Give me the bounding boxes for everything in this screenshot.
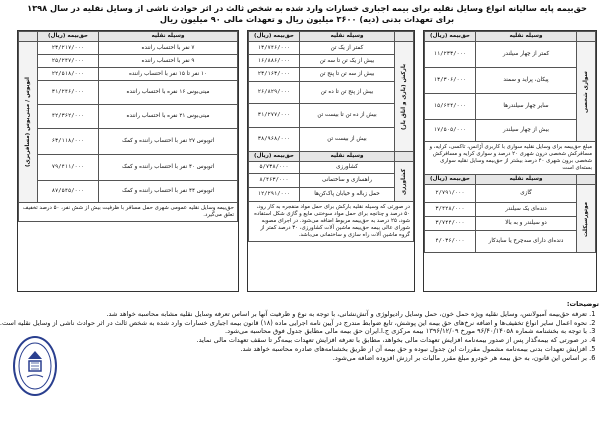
table-row-premium: ۳/۴۲۸/۰۰۰ [425,203,476,217]
col-header-vehicle: وسیله نقلیه [99,32,238,42]
table-row-vehicle: بیش از پنج تن تا ده تن [300,82,395,104]
table-row-vehicle: گازی [476,185,577,203]
table-row-premium: ۱۵/۶۴۴/۰۰۰ [425,94,476,120]
table-row-vehicle: بیش از ده تن تا بیست تن [300,104,395,128]
group-label-trucks: بارکش (باری و اتاق بار) [395,42,414,152]
group-label-motorcycle: موتورسیکلت [577,185,596,253]
table-private-cars [423,30,597,292]
table-row-premium: ۵/۷۳۸/۰۰۰ [249,162,300,174]
table-row-vehicle: بیش از بیست تن [300,128,395,152]
table-row-vehicle: کمتر از چهار سیلندر [476,42,577,68]
table-row-premium: ۲۳/۱۶۳/۰۰۰ [249,68,300,82]
table-trucks [247,30,415,292]
private-car-note: مبلغ حق‌بیمه برای وسایل نقلیه سواری با کاربری آژانس، تاکسی، کرایه، و مسافرکش شخصی درون شهری ۲۰ درصد و سواری کرایه و مسافرکش شخصی برون شهری ۴۰ درصد بیشتر از حق‌بیمه وسایل نقلیه سواری بسته‌ای است [425,142,596,175]
table-row-vehicle: راهسازی و ساختمانی [300,174,395,188]
table-row-vehicle: کشاورزی [300,162,395,174]
table-row-premium: ۸۷/۵۴۵/۰۰۰ [38,181,99,203]
table-row-vehicle: اتوبوس ۴۰ نفر با احتساب راننده و کمک [99,155,238,181]
table-row-vehicle: مینی‌بوس ۲۱ نفره با احتساب راننده [99,105,238,129]
table-row-premium: ۱۳/۳۰۶/۰۰۰ [425,68,476,94]
trucks-note: در صورتی که وسیله نقلیه بارکش برای حمل مواد منفجره به کار رود، ۵۰ درصد و چنانچه برای حمل مواد سوختنی مایع و گازی شکل استفاده شود، ۲۵ درصد به حق‌بیمه مربوط اضافه می‌شود. در اجرای مصوبه شورای عالی بیمه حق‌بیمه ماشین آلات کشاورزی، ۳۰ درصد کمتر از گروه ماشین آلات راه سازی و ساختمانی می‌باشد. [249,202,414,242]
table-row-premium: ۱۷/۵۰۵/۰۰۰ [425,120,476,142]
table-row-premium: ۸/۴۶۳/۰۰۰ [249,174,300,188]
notes-list [0,309,599,363]
document-title [17,3,597,25]
table-row-premium: ۳/۷۴۴/۰۰۰ [425,217,476,231]
table-row-premium: ۶۳/۱۱۸/۰۰۰ [38,129,99,155]
group-label-buses: اتوبوس / مینی‌بوس (مسافربری) [19,42,38,203]
title-line-2: برای تعهدات بدنی (دیه) ۳۶۰۰ میلیون ریال و تعهدات مالی ۹۰ میلیون ریال [159,14,455,24]
table-row-premium: ۴۲/۳۶۲/۰۰۰ [38,105,99,129]
col-header-premium: حق‌بیمه (ریال) [249,32,300,42]
col-header-vehicle: وسیله نقلیه [300,152,395,162]
table-row-premium: ۲۲/۵۱۸/۰۰۰ [38,68,99,81]
group-label-agricultural: کشاورزی [395,162,414,202]
table-row-premium: ۲/۷۹۱/۰۰۰ [425,185,476,203]
table-row-vehicle: اتوبوس ۴۴ نفر با احتساب راننده و کمک [99,181,238,203]
table-row-vehicle: پیکان، پراید و سمند [476,68,577,94]
table-row-vehicle: دو سیلندر و به بالا [476,217,577,231]
table-row-premium: ۲۳/۲۱۷/۰۰۰ [38,42,99,55]
table-row-vehicle: کمتر از یک تن [300,42,395,55]
note-item: 6. بر اساس این قانون، به حق بیمه هر خودرو مبلغ مقرر مالیات بر ارزش افزوده اضافه می‌شود. [69,354,587,363]
table-row-premium: ۱۳/۷۴۶/۰۰۰ [249,42,300,55]
note-item: 1. تعرفه حق‌بیمه آمبولانس، وسایل نقلیه ویژه حمل خون، حمل وسایل رادیولوژی و آتش‌نشانی، با توجه به نوع و ظرفیت آنها بر اساس تعرفه وسایل نقلیه مشابه محاسبه خواهد شد. [69,310,587,319]
table-row-premium: ۴/۰۳۶/۰۰۰ [425,231,476,253]
col-header-vehicle: وسیله نقلیه [476,32,577,42]
table-buses [17,30,239,292]
table-row-premium: ۱۲/۲۹۱/۰۰۰ [249,188,300,202]
table-row-premium: ۲۶/۸۲۹/۰۰۰ [249,82,300,104]
table-row-premium: ۷۹/۴۱۱/۰۰۰ [38,155,99,181]
group-label-private-car: سواری شخصی [577,42,596,142]
table-row-premium: ۱۱/۲۳۳/۰۰۰ [425,42,476,68]
title-line-1: حق‌بیمه پایه سالیانه انواع وسایل نقلیه برای بیمه اجباری خسارات وارد شده به شخص ثالث در اثر حوادث ناشی از وسایل نقلیه در سال ۱۳۹۸ [27,3,587,13]
table-row-vehicle: ۱۰ نفر تا ۱۵ نفر با احتساب راننده [99,68,238,81]
table-row-vehicle: اتوبوس ۲۷ نفر با احتساب راننده و کمک [99,129,238,155]
col-header-vehicle: وسیله نقلیه [476,175,577,185]
note-item: 3. با توجه به بخشنامه شماره ۹۶/۴۰/۱۴۰۵۸ مورخ ۱۳۹۶/۱۲/۰۹ بیمه مرکزی ج.ا.ایران حق بیمه مالی مطابق جدول فوق محاسبه می‌شود. [69,327,587,336]
col-header-premium: حق‌بیمه (ریال) [249,152,300,162]
table-row-premium: ۱۶/۸۸۶/۰۰۰ [249,55,300,68]
table-row-vehicle: دنده‌ای یک سیلندر [476,203,577,217]
buses-note: حق‌بیمه وسایل نقلیه عمومی شهری حمل مسافر با ظرفیت بیش از شش نفر، ۵۰ درصد تخفیف تعلق می‌گیرد. [19,203,238,222]
table-row-premium: ۳۸/۹۶۸/۰۰۰ [249,128,300,152]
central-insurance-seal [13,336,57,396]
notes-heading: توضیحات: [566,300,599,308]
table-row-vehicle: سایر چهار سیلندرها [476,94,577,120]
notes-section [0,300,599,363]
note-item: 2. نحوه اعمال سایر انواع تخفیف‌ها و اضافه نرخ‌های حق بیمه این پوشش، تابع ضوابط مندرج در آیین نامه اجرایی ماده (۱۸) قانون بیمه اجباری خسارات وارد شده به شخص ثالث در اثر حوادث ناشی از وسایل نقلیه است. [69,319,587,328]
table-row-vehicle: ۷ نفر با احتساب راننده [99,42,238,55]
table-row-vehicle: دنده‌ای دارای سه‌چرخ یا سایدکار [476,231,577,253]
seal-emblem-icon [17,341,53,391]
table-row-premium: ۳۱/۲۴۶/۰۰۰ [38,81,99,105]
table-row-premium: ۳۱/۲۷۷/۰۰۰ [249,104,300,128]
col-header-premium: حق‌بیمه (ریال) [425,175,476,185]
note-item: 4. در صورتی که بیمه‌گذار پس از صدور بیمه‌نامه افزایش تعهدات مالی بخواهد، مطابق با تعرفه افزایش تعهدات بیمه‌گر تا سقف تعهدات مالی نماید. [69,336,587,345]
table-row-vehicle: بیش از سه تن تا پنج تن [300,68,395,82]
col-header-premium: حق‌بیمه (ریال) [38,32,99,42]
table-row-vehicle: مینی‌بوس ۱۶ نفره با احتساب راننده [99,81,238,105]
note-item: 5. افزایش تعهدات بدنی بیمه‌نامه مشمول مقررات این جدول نبوده و حق بیمه آن از طریق بخشنامه‌های صادره محاسبه خواهد شد. [69,345,587,354]
table-row-vehicle: حمل زباله و خیابان پاک‌کن‌ها [300,188,395,202]
table-row-vehicle: بیش از چهار سیلندر [476,120,577,142]
table-row-vehicle: بیش از یک تن تا سه تن [300,55,395,68]
table-row-premium: ۲۵/۲۴۷/۰۰۰ [38,55,99,68]
col-header-premium: حق‌بیمه (ریال) [425,32,476,42]
col-header-vehicle: وسیله نقلیه [300,32,395,42]
table-row-vehicle: ۹ نفر با احتساب راننده [99,55,238,68]
